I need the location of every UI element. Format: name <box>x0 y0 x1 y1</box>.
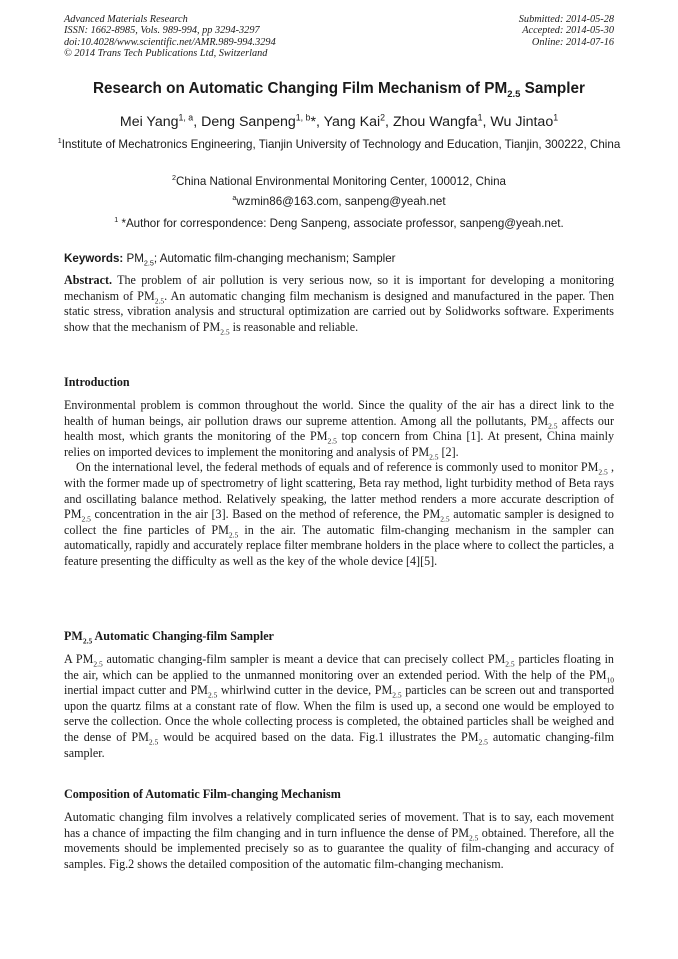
abstract-paragraph: Abstract. The problem of air pollution is very serious now, so it is important for developing a monitoring mechanism of $PM_{2.5}$. An automatic changing film mechanism is designed and manufactured in the paper. Then static stress, vibration analysis and structural optimization are carried out by Solidworks software. Experiments show that the mechanism of $PM_{2.5}$ is reasonable and reliable. <box>64 273 614 337</box>
sampler-paragraph: A $PM_{2.5}$ automatic changing-film sampler is meant a device that can precisely collect $PM_{2.5}$ particles floating in the air, which can be applied to the unmanned monitoring over an extended period. With the help of the $PM_{10}$ inertial impact cutter and $PM_{2.5}$ whirlwind cutter in the device, $PM_{2.5}$ particles can be screen out and transported upon the quartz films at a constant rate of flow. When the film is used up, a second one would be employed to serve the collection. Once the whole collecting process is completed, the obtained particles shall be weighed and the dense of $PM_{2.5}$ would be acquired based on the data. Fig.1 illustrates the $PM_{2.5}$ automatic changing-film sampler. <box>64 652 615 760</box>
composition-paragraph: Automatic changing film involves a relatively complicated series of movement. That is to say, each movement has a chance of impacting the film changing and in turn influence the dense of $PM_{2.5}$ obtained. Therefore, all the movements should be implemented precisely so as to guarantee the quality of film-changing and accuracy of samples. Fig.2 shows the detailed composition of the automatic film-changing mechanism. <box>64 810 614 871</box>
author: Deng Sanpeng$^{1, b}$*, <box>201 112 324 130</box>
author: Wu Jintao$^1$ <box>490 112 559 130</box>
journal-header-right <box>519 14 614 48</box>
author: Mei Yang$^{1, a}$, <box>119 112 202 130</box>
online-date: Online: 2014-07-16 <box>531 36 614 48</box>
journal-header-left <box>64 14 276 60</box>
submitted-date: Submitted: 2014-05-28 <box>518 14 614 25</box>
doi-line: doi:10.4028/www.scientific.net/AMR.989-994.3294 <box>64 36 276 48</box>
correspondence-note: $^1$ *Author for correspondence: Deng Sanpeng, associate professor, sanpeng@yeah.net. <box>114 215 564 230</box>
issn-line: ISSN: 1662-8985, Vols. 989-994, pp 3294-3297 <box>64 25 260 37</box>
introduction-paragraph-2: On the international level, the federal methods of equals and of reference is commonly used to monitor $PM_{2.5}$ , with the former made up of spectrometry of light scattering, Beta ray method, light turbidity method of Beta rays and oscillating balance method. Relatively speaking, the latter method renders a more accurate description of $PM_{2.5}$ concentration in the air [3]. Based on the method of reference, the $PM_{2.5}$ automatic sampler is designed to collect the fine particles of $PM_{2.5}$ in the air. The automatic film-changing mechanism in the sampler can automatically, rapidly and accurately replace filter membrane holders in the place where to collect the particles, a feature presenting the difficulty as well as the key of the whole device [4][5]. <box>64 460 615 568</box>
author: Yang Kai$^2$, <box>323 112 393 130</box>
introduction-paragraph-1: Environmental problem is common throughout the world. Since the quality of the air has a direct link to the health of human beings, air pollution draws our supreme attention. Among all the pollutants, $PM_{2.5}$ affects our health most, which grants the monitoring of the $PM_{2.5}$ top concern from China [1]. At present, China mainly relies on imported devices to implement the monitoring and analysis of $PM_{2.5}$ [2]. <box>64 398 614 462</box>
keywords-label: Keywords: <box>64 252 124 265</box>
introduction-body <box>64 398 614 570</box>
accepted-date: Accepted: 2014-05-30 <box>522 25 614 37</box>
section-heading-composition: Composition of Automatic Film-changing Mechanism <box>64 787 341 801</box>
journal-name: Advanced Materials Research <box>64 14 188 25</box>
affiliation-2: $^2$China National Environmental Monitoring Center, 100012, China <box>172 173 506 188</box>
copyright-line: © 2014 Trans Tech Publications Ltd, Switzerland <box>64 48 268 60</box>
section-heading-sampler: $PM_{2.5}$ Automatic Changing-film Sampler <box>64 629 274 646</box>
keywords-line: Keywords: $PM_{2.5}$; Automatic film-changing mechanism; Sampler <box>64 252 396 268</box>
abstract-label: Abstract. <box>64 273 113 287</box>
author-list <box>30 114 648 130</box>
affiliation-1: $^1$Institute of Mechatronics Engineering, Tianjin University of Technology and Education, Tianjin, 300222, China <box>57 136 621 151</box>
author: Zhou Wangfa$^1$, <box>392 112 491 130</box>
paper-title: Research on Automatic Changing Film Mechanism of $PM_{2.5}$ Sampler <box>92 80 585 101</box>
section-heading-introduction: Introduction <box>64 375 130 389</box>
author-emails: $^a$wzmin86@163.com, sanpeng@yeah.net <box>232 193 446 208</box>
